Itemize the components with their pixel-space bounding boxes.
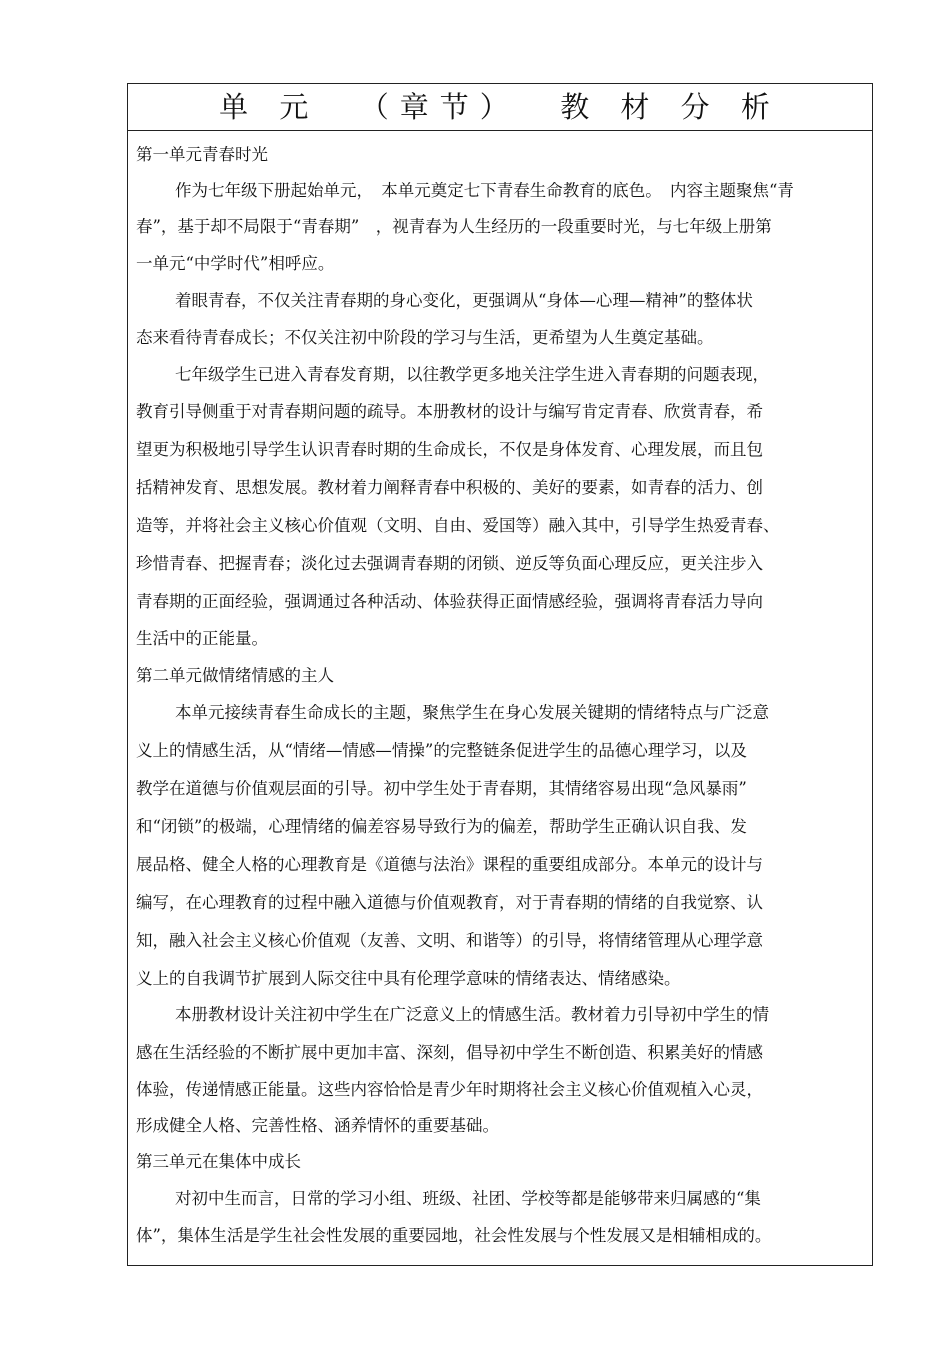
text-line: 青春期的正面经验，强调通过各种活动、体验获得正面情感经验，强调将青春活力导向 [136,592,763,611]
text-line: 教学在道德与价值观层面的引导。初中学生处于青春期，其情绪容易出现“急风暴雨” [136,779,747,798]
text-line: 括精神发育、思想发展。教材着力阐释青春中积极的、美好的要素，如青春的活力、创 [136,478,763,497]
text-line: 知，融入社会主义核心价值观（友善、文明、和谐等）的引导，将情绪管理从心理学意 [136,931,763,950]
analysis-table [127,83,873,1266]
text-line: 展品格、健全人格的心理教育是《道德与法治》课程的重要组成部分。本单元的设计与 [136,855,763,874]
text-line: 感在生活经验的不断扩展中更加丰富、深刻，倡导初中学生不断创造、积累美好的情感 [136,1043,763,1062]
text-line: 形成健全人格、完善性格、涵养情怀的重要基础。 [136,1116,499,1135]
text-line: 本册教材设计关注初中学生在广泛意义上的情感生活。教材着力引导初中学生的情 [175,1005,769,1024]
text-line: 对初中生而言，日常的学习小组、班级、社团、学校等都是能够带来归属感的“集 [175,1189,761,1208]
text-line: 七年级学生已进入青春发育期，以往教学更多地关注学生进入青春期的问题表现， [175,365,769,384]
text-line: 第三单元在集体中成长 [136,1152,301,1171]
text-line: 作为七年级下册起始单元， 本单元奠定七下青春生命教育的底色。 内容主题聚焦“青 [175,181,794,200]
text-line: 着眼青春，不仅关注青春期的身心变化，更强调从“身体—心理—精神”的整体状 [175,291,753,310]
title-row [128,84,872,131]
text-line: 生活中的正能量。 [136,629,268,648]
document-title: 单 元 （章节） 教 材 分 析 [219,89,781,124]
text-line: 春”，基于却不局限于“青春期” ，视青春为人生经历的一段重要时光，与七年级上册第 [136,217,772,236]
text-line: 一单元“中学时代”相呼应。 [136,254,335,273]
text-line: 教育引导侧重于对青春期问题的疏导。本册教材的设计与编写肯定青春、欣赏青春，希 [136,402,763,421]
text-line: 义上的自我调节扩展到人际交往中具有伦理学意味的情绪表达、情绪感染。 [136,969,681,988]
text-line: 体”，集体生活是学生社会性发展的重要园地，社会性发展与个性发展又是相辅相成的。 [136,1226,772,1245]
text-line: 望更为积极地引导学生认识青春时期的生命成长，不仅是身体发育、心理发展，而且包 [136,440,763,459]
text-line: 第二单元做情绪情感的主人 [136,666,334,685]
text-line: 第一单元青春时光 [136,145,268,164]
text-line: 体验，传递情感正能量。这些内容恰恰是青少年时期将社会主义核心价值观植入心灵， [136,1080,763,1099]
text-line: 造等，并将社会主义核心价值观（文明、自由、爱国等）融入其中，引导学生热爱青春、 [136,516,780,535]
text-line: 态来看待青春成长；不仅关注初中阶段的学习与生活，更希望为人生奠定基础。 [136,328,714,347]
text-line: 义上的情感生活，从“情绪—情感—情操”的完整链条促进学生的品德心理学习，以及 [136,741,747,760]
text-line: 编写，在心理教育的过程中融入道德与价值观教育，对于青春期的情绪的自我觉察、认 [136,893,763,912]
text-line: 珍惜青春、把握青春；淡化过去强调青春期的闭锁、逆反等负面心理反应，更关注步入 [136,554,763,573]
text-line: 本单元接续青春生命成长的主题，聚焦学生在身心发展关键期的情绪特点与广泛意 [175,703,769,722]
text-line: 和“闭锁”的极端，心理情绪的偏差容易导致行为的偏差，帮助学生正确认识自我、发 [136,817,747,836]
